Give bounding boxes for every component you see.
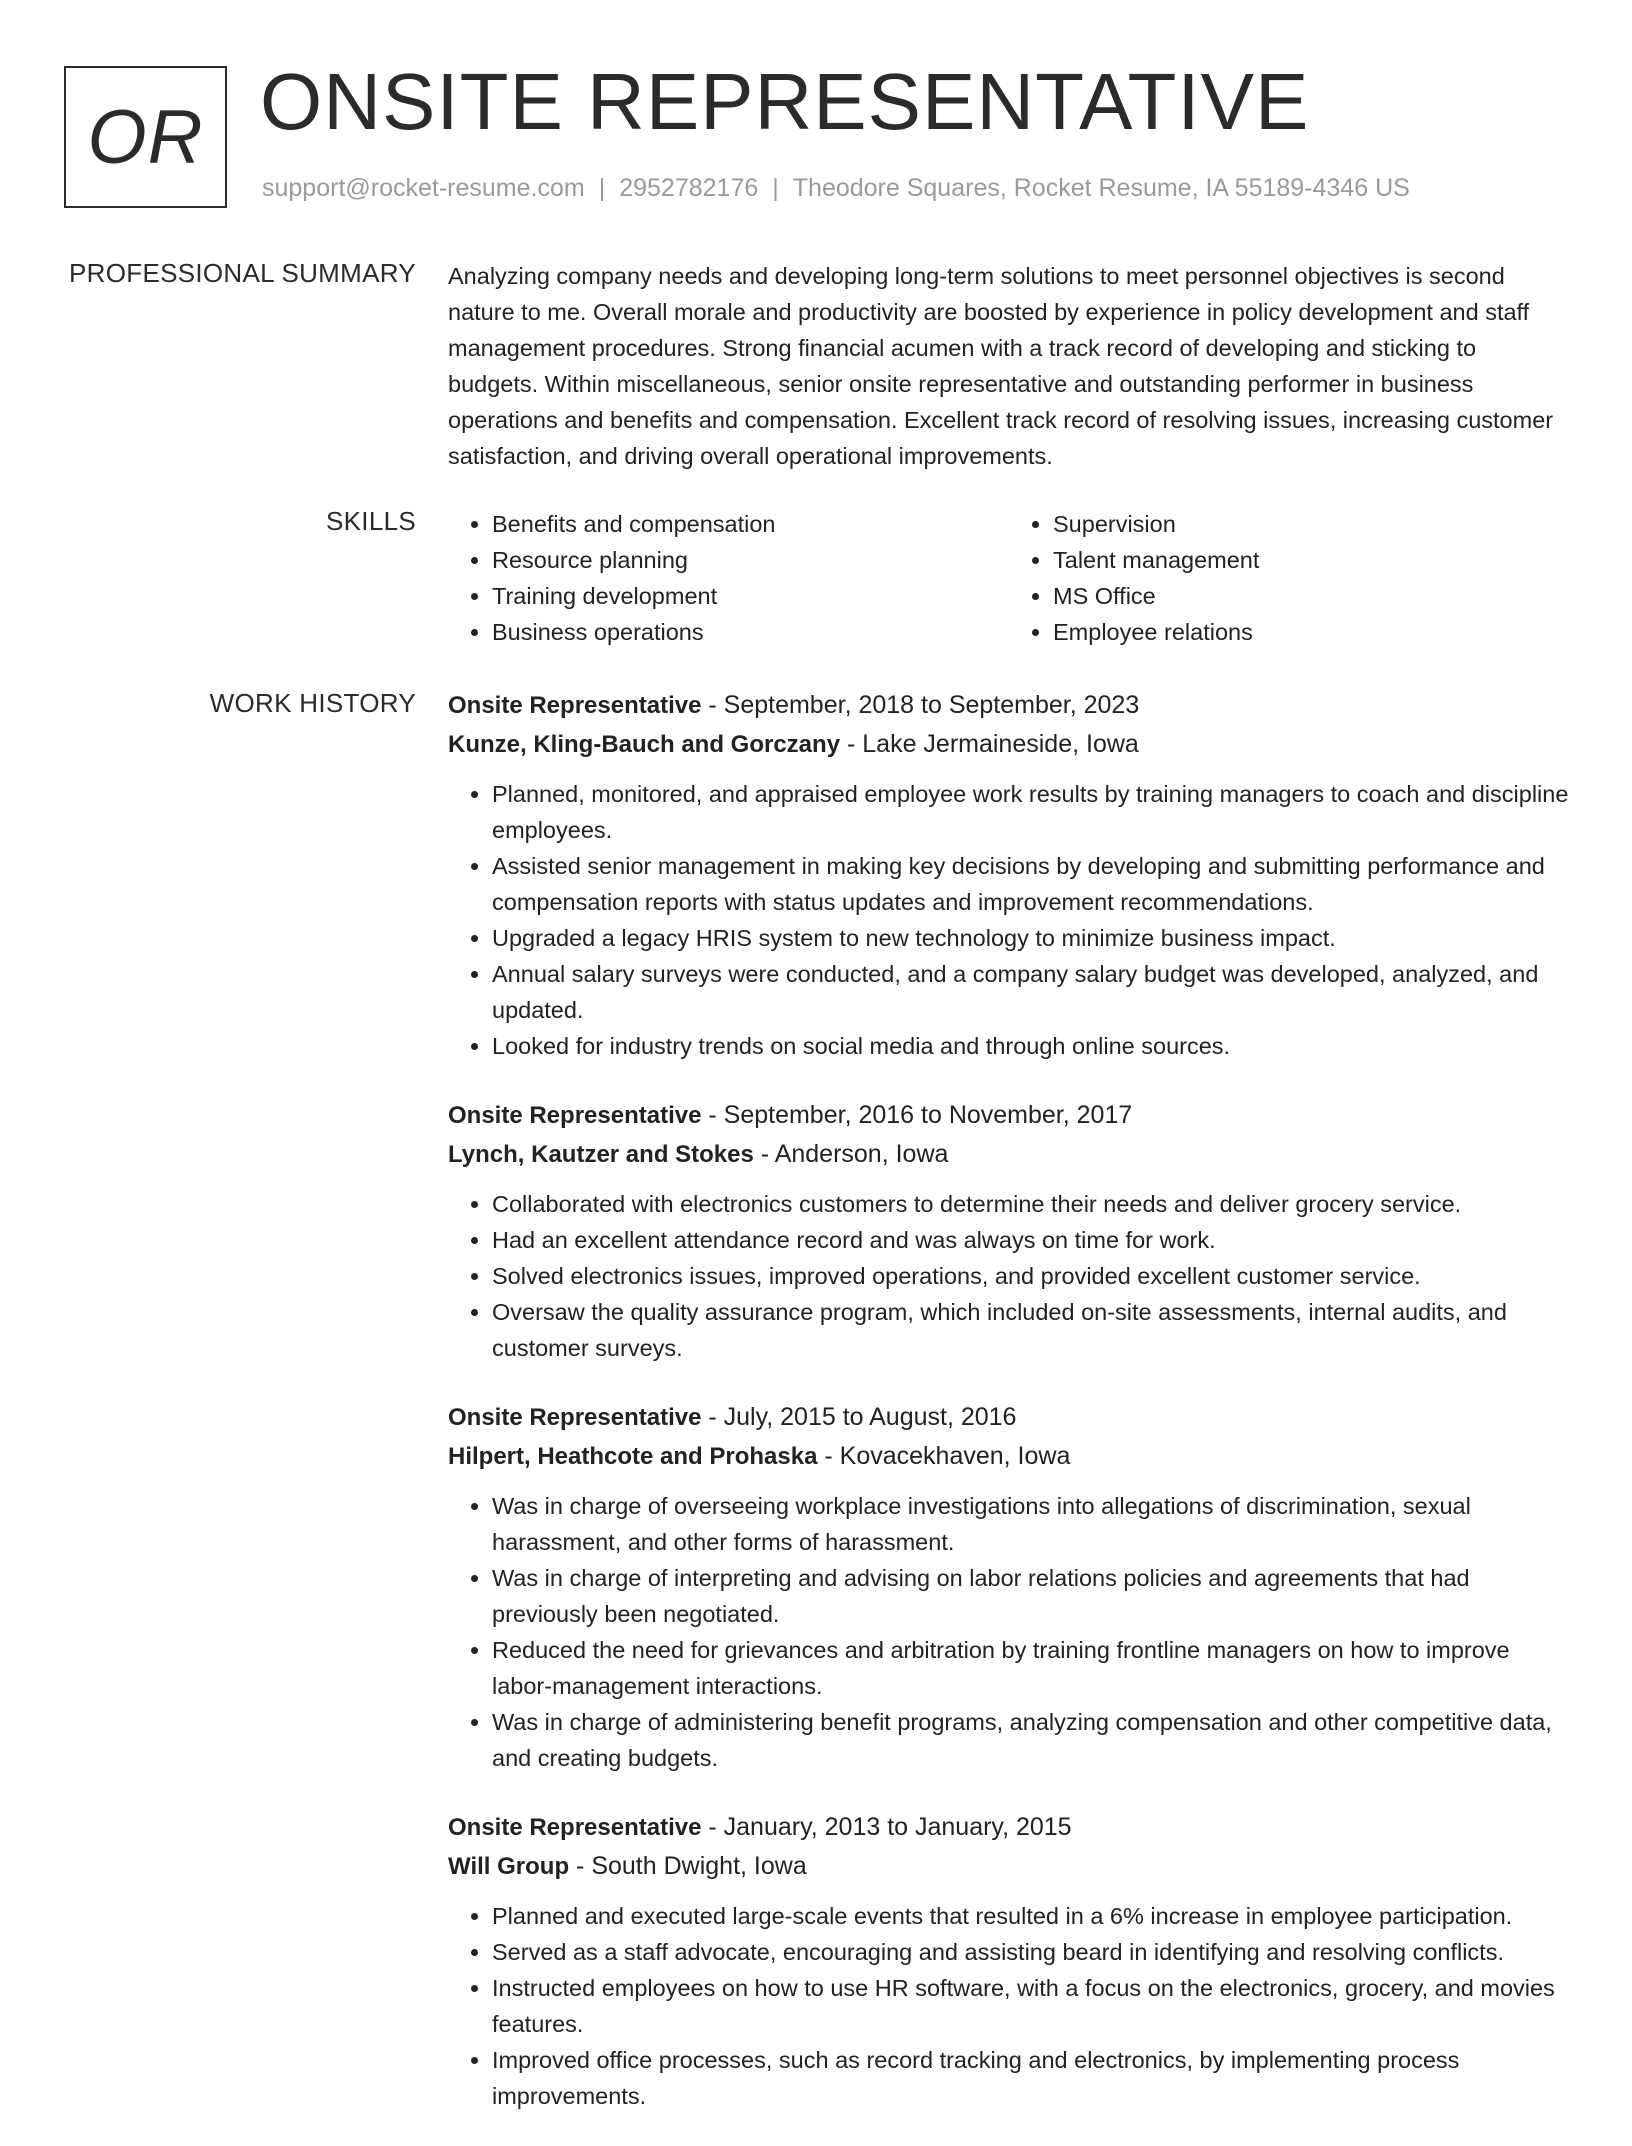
job-company: Lynch, Kautzer and Stokes: [448, 1141, 754, 1168]
skill-item: • Supervision: [1053, 506, 1570, 542]
job-dates: - September, 2016 to November, 2017: [701, 1101, 1133, 1129]
job-bullet: • Collaborated with electronics customers to determine their needs and deliver grocery service.: [492, 1186, 1570, 1222]
contact-address: Theodore Squares, Rocket Resume, IA 55189-4346 US: [792, 174, 1410, 202]
job-bullets: [448, 1186, 1570, 1366]
job-location: - Anderson, Iowa: [753, 1140, 949, 1168]
skill-item: • Talent management: [1053, 542, 1570, 578]
job-title: Onsite Representative: [448, 692, 702, 719]
job-title: Onsite Representative: [448, 1814, 702, 1841]
job-entry: [448, 686, 1570, 1064]
skill-item: • Benefits and compensation: [492, 506, 1009, 542]
skill-item: • Employee relations: [1053, 614, 1570, 650]
skill-item: • Resource planning: [492, 542, 1009, 578]
job-bullet: • Upgraded a legacy HRIS system to new technology to minimize business impact.: [492, 920, 1570, 956]
job-bullets: [448, 1898, 1570, 2114]
job-dates: - July, 2015 to August, 2016: [701, 1403, 1017, 1431]
work-history-heading: WORK HISTORY: [209, 688, 416, 718]
job-title: Onsite Representative: [448, 1404, 702, 1431]
job-bullets: [448, 1488, 1570, 1776]
job-dates: - September, 2018 to September, 2023: [701, 691, 1140, 719]
job-title-line: [448, 686, 1570, 725]
skills-column-right: [1009, 506, 1570, 650]
job-bullet: • Planned and executed large-scale events that resulted in a 6% increase in employee participation.: [492, 1898, 1570, 1934]
job-title-line: [448, 1398, 1570, 1437]
job-company: Kunze, Kling-Bauch and Gorczany: [448, 731, 841, 758]
skills-column-left: [448, 506, 1009, 650]
job-bullet: • Assisted senior management in making key decisions by developing and submitting performance and compensation reports with status updates and improvement recommendations.: [492, 848, 1570, 920]
job-title-line: [448, 1808, 1570, 1847]
job-company-line: [448, 1135, 1570, 1174]
job-bullet: • Looked for industry trends on social media and through online sources.: [492, 1028, 1570, 1064]
job-bullet: • Instructed employees on how to use HR software, with a focus on the electronics, grocery, and movies features.: [492, 1970, 1570, 2042]
job-bullet: • Was in charge of interpreting and advising on labor relations policies and agreements that had previously been negotiated.: [492, 1560, 1570, 1632]
skill-item: • Training development: [492, 578, 1009, 614]
skills-heading: SKILLS: [326, 506, 416, 536]
job-company: Hilpert, Heathcote and Prohaska: [448, 1443, 818, 1470]
job-location: - Kovacekhaven, Iowa: [817, 1442, 1071, 1470]
job-location: - South Dwight, Iowa: [569, 1852, 807, 1880]
contact-email[interactable]: support@rocket-resume.com: [262, 174, 585, 202]
job-bullet: • Reduced the need for grievances and arbitration by training frontline managers on how to improve labor-management interactions.: [492, 1632, 1570, 1704]
summary-heading: PROFESSIONAL SUMMARY: [69, 258, 416, 288]
skill-item: • Business operations: [492, 614, 1009, 650]
job-bullet: • Improved office processes, such as record tracking and electronics, by implementing process improvements.: [492, 2042, 1570, 2114]
skills-list: [448, 506, 1570, 650]
job-bullet: • Served as a staff advocate, encouraging and assisting beard in identifying and resolving conflicts.: [492, 1934, 1570, 1970]
monogram-initials: OR: [87, 94, 204, 180]
monogram-box: [64, 66, 227, 208]
job-bullet: • Was in charge of administering benefit programs, analyzing compensation and other competitive data, and creating budgets.: [492, 1704, 1570, 1776]
job-entry: [448, 1808, 1570, 2114]
job-company-line: [448, 1847, 1570, 1886]
job-bullet: • Annual salary surveys were conducted, and a company salary budget was developed, analyzed, and updated.: [492, 956, 1570, 1028]
job-company-line: [448, 725, 1570, 764]
job-bullet: • Had an excellent attendance record and was always on time for work.: [492, 1222, 1570, 1258]
contact-separator: |: [598, 174, 606, 202]
job-company-line: [448, 1437, 1570, 1476]
contact-phone[interactable]: 2952782176: [619, 174, 759, 202]
resume-title: ONSITE REPRESENTATIVE: [260, 57, 1310, 146]
skill-item: • MS Office: [1053, 578, 1570, 614]
job-title: Onsite Representative: [448, 1102, 702, 1129]
contact-line: [262, 174, 1410, 203]
job-bullet: • Planned, monitored, and appraised employee work results by training managers to coach and discipline employees.: [492, 776, 1570, 848]
job-bullets: [448, 776, 1570, 1064]
job-bullet: • Solved electronics issues, improved operations, and provided excellent customer service.: [492, 1258, 1570, 1294]
job-entry: [448, 1096, 1570, 1366]
work-history-body: [448, 686, 1570, 2146]
job-bullet: • Oversaw the quality assurance program, which included on-site assessments, internal audits, and customer surveys.: [492, 1294, 1570, 1366]
contact-separator: |: [772, 174, 779, 202]
summary-text: Analyzing company needs and developing long-term solutions to meet personnel objectives is second nature to me. Overall morale and productivity are boosted by experience in policy development and staff management procedures. Strong financial acumen with a track record of developing and sticking to budgets. Within miscellaneous, senior onsite representative and outstanding performer in business operations and benefits and compensation. Excellent track record of resolving issues, increasing customer satisfaction, and driving overall operational improvements.: [448, 263, 1554, 469]
job-title-line: [448, 1096, 1570, 1135]
job-location: - Lake Jermaineside, Iowa: [840, 730, 1139, 758]
job-company: Will Group: [448, 1853, 570, 1880]
job-bullet: • Was in charge of overseeing workplace investigations into allegations of discrimination, sexual harassment, and other forms of harassment.: [492, 1488, 1570, 1560]
job-entry: [448, 1398, 1570, 1776]
job-dates: - January, 2013 to January, 2015: [701, 1813, 1072, 1841]
summary-body: [448, 258, 1570, 474]
